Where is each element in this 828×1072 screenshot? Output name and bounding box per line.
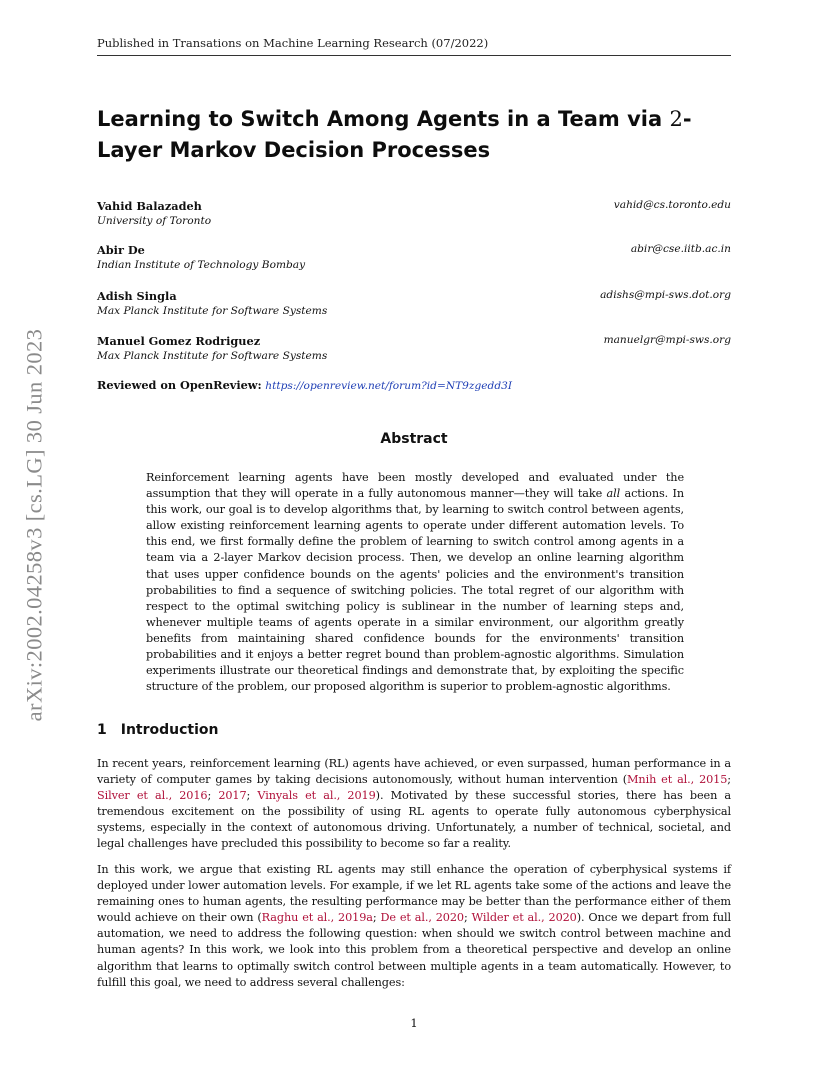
author-block	[97, 243, 731, 271]
citation-link[interactable]: Silver et al., 2016	[97, 789, 208, 803]
running-head: Published in Transations on Machine Learning Research (07/2022)	[97, 36, 731, 56]
author-block	[97, 334, 731, 362]
title-part-2: -Layer Markov Decision Processes	[97, 107, 692, 162]
openreview-link[interactable]: https://openreview.net/forum?id=NT9zgedd3I	[265, 380, 513, 392]
paragraph-text: In recent years, reinforcement learning (RL) agents have achieved, or even surpassed, human performance in a variety of computer games by taking decisions autonomously, without human intervention (	[97, 757, 731, 787]
abstract-emphasis: all	[606, 487, 621, 501]
title-part-1: Learning to Switch Among Agents in a Team via	[97, 107, 670, 131]
reviewed-line	[97, 378, 512, 392]
paragraph-text: ). Once we depart from full automation, we need to address the following question: when should we switch control between machine and human agents? In this work, we look into this problem from a theoretical perspective and develop an online algorithm that learns to optimally switch control between multiple agents in a team automatically. However, to fulfill this goal, we need to address several challenges:	[97, 911, 732, 989]
author-affiliation: Indian Institute of Technology Bombay	[97, 259, 306, 271]
page-number: 1	[410, 1016, 418, 1030]
paragraph-text: In this work, we argue that existing RL agents may still enhance the operation of cyberphysical systems if deployed under lower automation levels. For example, if we let RL agents take some of the actions and leave the remaining ones to human agents, the resulting performance may be better than the performance either of them would achieve on their own (	[97, 863, 731, 925]
author-name: Adish Singla	[97, 289, 177, 303]
author-affiliation: Max Planck Institute for Software Systems	[97, 350, 328, 362]
citation-link[interactable]: De et al., 2020	[380, 911, 464, 925]
abstract-text-part-2: actions. In this work, our goal is to develop algorithms that, by learning to switch control between agents, allow existing reinforcement learning agents to operate under different automation levels. To this end, we first formally define the problem of learning to switch control among agents in a team via a 2-layer Markov decision process. Then, we develop an online learning algorithm that uses upper confidence bounds on the agents' policies and the environment's transition probabilities to find a sequence of switching policies. The total regret of our algorithm with respect to the optimal switching policy is sublinear in the number of learning steps and, whenever multiple teams of agents operate in a similar environment, our algorithm greatly benefits from maintaining shared confidence bounds for the environments' transition probabilities and it enjoys a better regret bound than problem-agnostic algorithms. Simulation experiments illustrate our theoretical findings and demonstrate that, by exploiting the specific structure of the problem, our proposed algorithm is superior to problem-agnostic algorithms.	[146, 487, 684, 694]
arxiv-identifier-stamp	[17, 290, 51, 760]
section-title-text: Introduction	[120, 722, 219, 738]
citation-link[interactable]: Raghu et al., 2019a	[261, 911, 373, 925]
section-heading	[97, 722, 219, 738]
reviewed-label: Reviewed on OpenReview:	[97, 378, 262, 392]
paper-title	[97, 104, 737, 166]
paragraph-text: ). Motivated by these successful stories, there has been a tremendous excitement on the possibility of using RL agents to operate fully autonomous cyberphysical systems, especially in the context of autonomous driving. Unfortunately, a number of technical, societal, and legal challenges have precluded this possibility to become so far a reality.	[97, 789, 732, 851]
citation-separator: ;	[372, 911, 381, 925]
author-email[interactable]: vahid@cs.toronto.edu	[613, 199, 731, 211]
author-affiliation: University of Toronto	[97, 215, 212, 227]
intro-paragraph-1	[97, 756, 731, 853]
abstract-text-part-1: Reinforcement learning agents have been mostly developed and evaluated under the assumption that they will operate in a fully autonomous manner—they will take	[146, 471, 684, 501]
citation-link[interactable]: Vinyals et al., 2019	[257, 789, 376, 803]
citation-link[interactable]: Wilder et al., 2020	[471, 911, 577, 925]
citation-separator: ;	[463, 911, 472, 925]
arxiv-identifier-text: arXiv:2002.04258v3 [cs.LG] 30 Jun 2023	[21, 328, 47, 722]
author-name: Vahid Balazadeh	[97, 199, 202, 213]
citation-separator: ;	[727, 773, 731, 787]
citation-link[interactable]: Mnih et al., 2015	[627, 773, 728, 787]
author-name: Abir De	[97, 243, 145, 257]
section-number: 1	[97, 722, 107, 738]
author-email[interactable]: adishs@mpi-sws.dot.org	[600, 289, 731, 301]
abstract-heading: Abstract	[380, 431, 448, 447]
author-block	[97, 289, 731, 317]
author-affiliation: Max Planck Institute for Software Systems	[97, 305, 328, 317]
title-number: 2	[669, 107, 683, 131]
citation-separator: ;	[207, 789, 219, 803]
author-email[interactable]: manuelgr@mpi-sws.org	[603, 334, 731, 346]
author-name: Manuel Gomez Rodriguez	[97, 334, 261, 348]
citation-separator: ;	[246, 789, 258, 803]
author-block	[97, 199, 731, 227]
citation-link[interactable]: 2017	[218, 789, 247, 803]
abstract-text	[146, 470, 684, 695]
author-email[interactable]: abir@cse.iitb.ac.in	[630, 243, 731, 255]
intro-paragraph-2	[97, 862, 731, 991]
